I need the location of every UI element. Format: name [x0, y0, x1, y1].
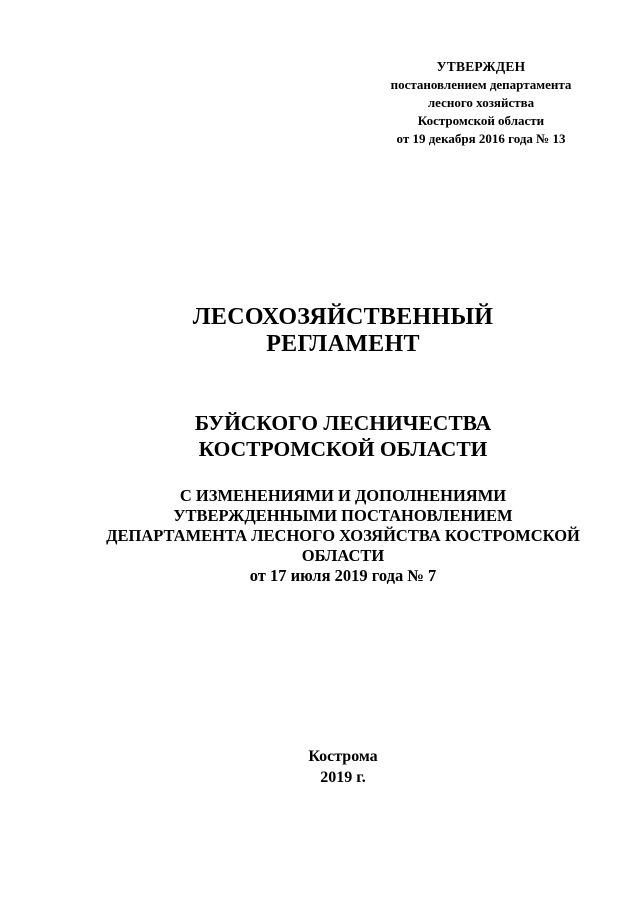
- document-subtitle-line: БУЙСКОГО ЛЕСНИЧЕСТВА: [194, 411, 492, 435]
- approval-title: УТВЕРЖДЕН: [436, 59, 526, 74]
- approval-line: Костромской области: [417, 113, 545, 128]
- footer-city: Кострома: [308, 748, 378, 765]
- amendments-line: С ИЗМЕНЕНИЯМИ И ДОПОЛНЕНИЯМИ: [179, 486, 507, 505]
- approval-date-line: от 19 декабря 2016 года № 13: [396, 131, 566, 146]
- amendments-block: [60, 486, 626, 586]
- amendments-line: УТВЕРЖДЕННЫМИ ПОСТАНОВЛЕНИЕМ: [173, 506, 513, 525]
- document-title-line: ЛЕСОХОЗЯЙСТВЕННЫЙ: [192, 304, 494, 330]
- amendments-date-line: от 17 июля 2019 года № 7: [249, 566, 437, 585]
- approval-stamp-block: [370, 58, 592, 148]
- amendments-line: ОБЛАСТИ: [301, 546, 385, 565]
- document-subtitle: [60, 410, 626, 462]
- amendments-line: ДЕПАРТАМЕНТА ЛЕСНОГО ХОЗЯЙСТВА КОСТРОМСКОЙ: [106, 526, 580, 545]
- document-title: [60, 304, 626, 358]
- document-subtitle-line: КОСТРОМСКОЙ ОБЛАСТИ: [198, 437, 488, 461]
- footer-year: 2019 г.: [320, 769, 366, 786]
- document-footer: [60, 746, 626, 788]
- document-title-line: РЕГЛАМЕНТ: [266, 331, 420, 357]
- approval-line: постановлением департамента: [390, 77, 572, 92]
- approval-line: лесного хозяйства: [427, 95, 535, 110]
